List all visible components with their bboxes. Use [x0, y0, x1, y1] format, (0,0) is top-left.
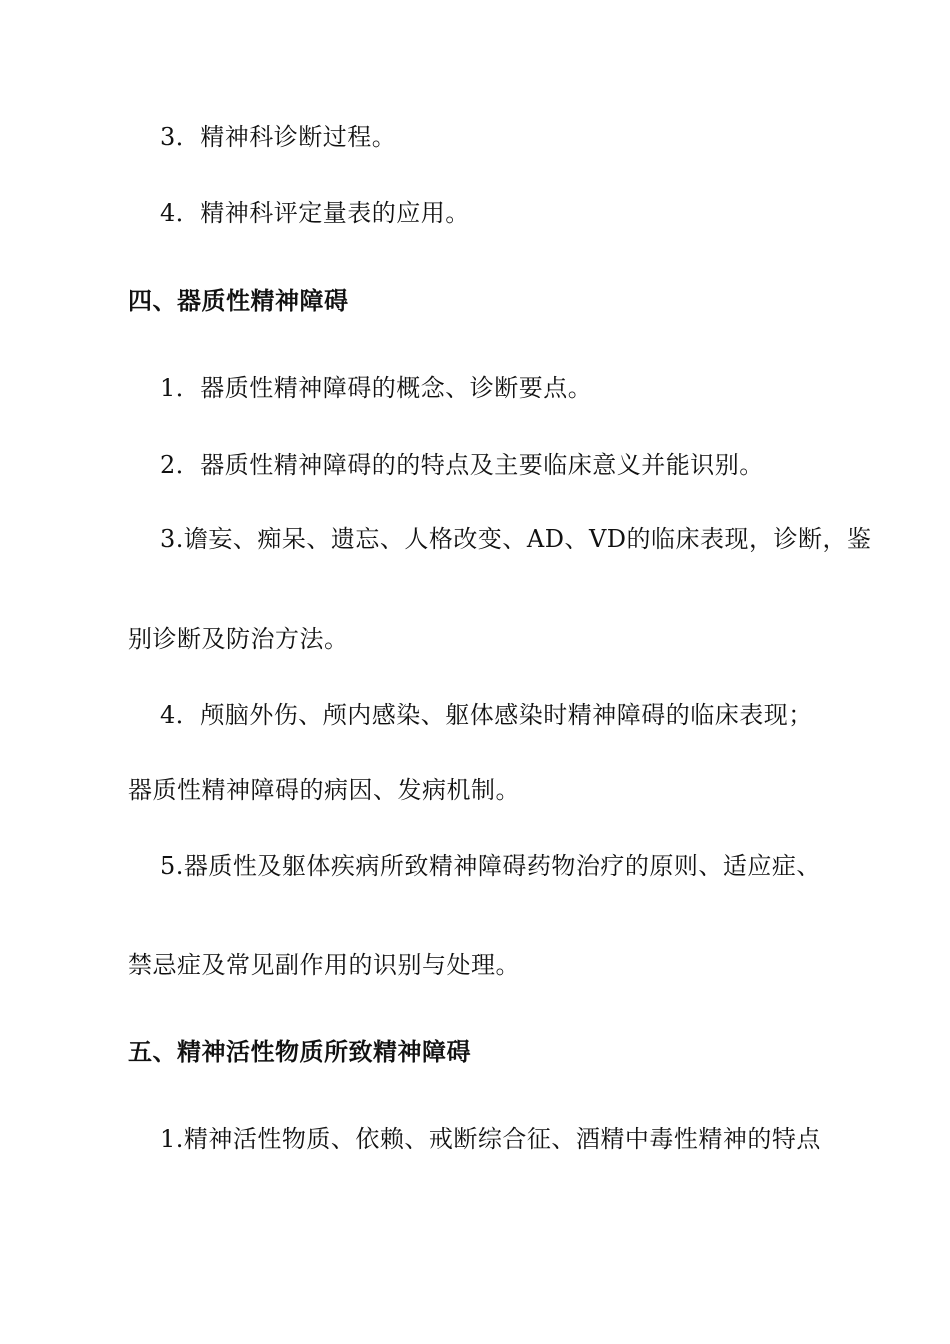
list-item-5-continuation: 禁忌症及常见副作用的识别与处理。: [128, 951, 520, 979]
list-item-3-delirium: 3.谵妄、痴呆、遗忘、人格改变、AD、VD的临床表现，诊断，鉴: [160, 525, 872, 553]
list-item-5-drug-treatment: 5.器质性及躯体疾病所致精神障碍药物治疗的原则、适应症、: [160, 852, 821, 880]
section-heading-4: 四、器质性精神障碍: [128, 287, 349, 315]
list-item-1-psychoactive: 1.精神活性物质、依赖、戒断综合征、酒精中毒性精神的特点: [160, 1125, 821, 1153]
section-heading-5: 五、精神活性物质所致精神障碍: [128, 1038, 471, 1066]
list-item-3-continuation: 别诊断及防治方法。: [128, 625, 349, 653]
list-item-4-trauma: 4．颅脑外伤、颅内感染、躯体感染时精神障碍的临床表现；: [160, 701, 813, 729]
list-item-4-continuation: 器质性精神障碍的病因、发病机制。: [128, 776, 520, 804]
list-item-3-diagnosis-process: 3．精神科诊断过程。: [160, 123, 397, 151]
list-item-4-rating-scales: 4．精神科评定量表的应用。: [160, 199, 470, 227]
list-item-2-features: 2．器质性精神障碍的的特点及主要临床意义并能识别。: [160, 451, 764, 479]
list-item-1-concept: 1．器质性精神障碍的概念、诊断要点。: [160, 374, 593, 402]
